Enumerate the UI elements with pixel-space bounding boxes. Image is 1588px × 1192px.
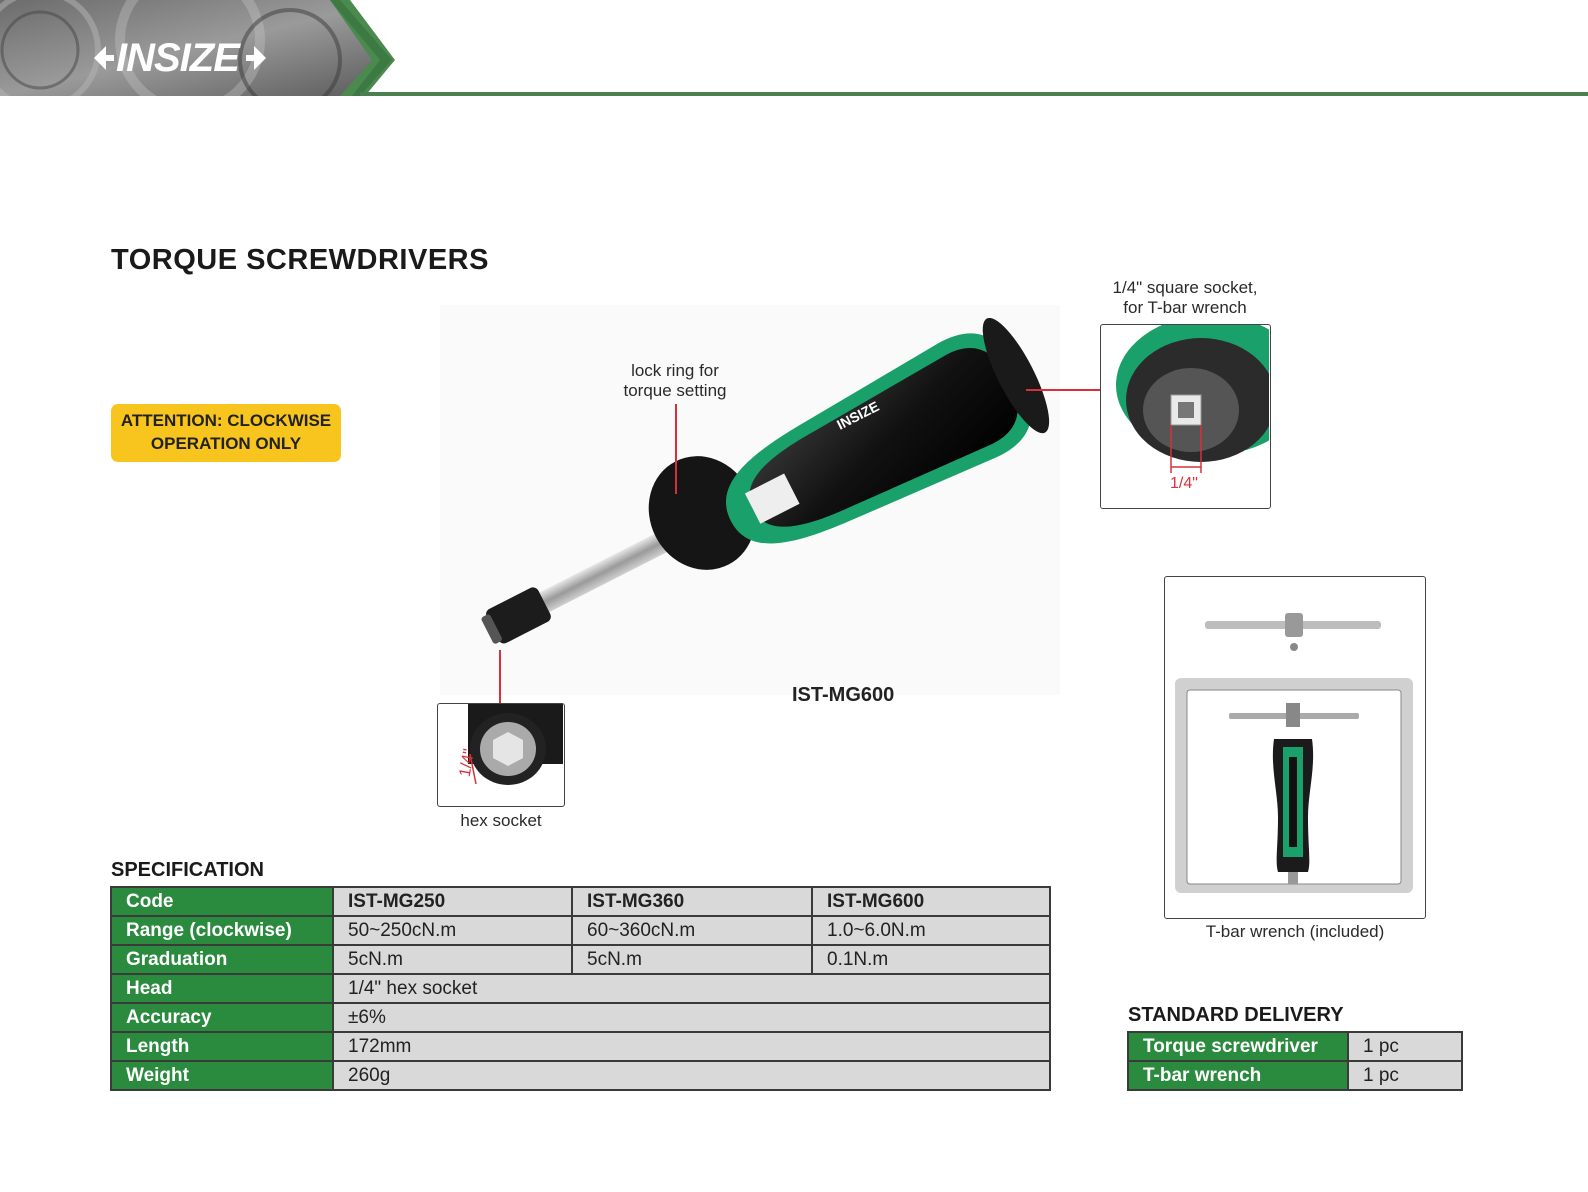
square-socket-pointer [1026,389,1100,391]
header-logo [94,34,266,82]
square-size-label: 1/4" [1170,475,1198,492]
table-cell: 60~360cN.m [572,916,812,945]
table-cell: 50~250cN.m [333,916,572,945]
row-label: Graduation [111,945,333,974]
screwdriver-image [440,305,1060,695]
table-row [111,945,1050,974]
row-label: T-bar wrench [1128,1061,1348,1090]
table-cell: 0.1N.m [812,945,1050,974]
specification-table [110,886,1051,1091]
specification-title: SPECIFICATION [111,859,264,881]
table-cell: 1.0~6.0N.m [812,916,1050,945]
tbar-caption: T-bar wrench (included) [1205,922,1385,941]
row-label: Range (clockwise) [111,916,333,945]
row-label: Torque screwdriver [1128,1032,1348,1061]
hex-size-label: 1/4" [456,747,479,779]
square-socket-detail-box [1100,324,1271,509]
model-label: IST-MG600 [792,684,895,706]
table-cell: IST-MG600 [812,887,1050,916]
table-cell: ±6% [333,1003,1050,1032]
square-socket-callout [1090,278,1280,318]
row-label: Code [111,887,333,916]
lock-ring-callout [610,361,740,401]
table-cell: 260g [333,1061,1050,1090]
table-row [111,916,1050,945]
table-cell: IST-MG360 [572,887,812,916]
square-socket-line-1: 1/4" square socket, [1112,278,1258,297]
page-title: TORQUE SCREWDRIVERS [111,244,489,276]
tbar-wrench-box [1164,576,1426,919]
hex-socket-pointer [499,650,501,704]
lock-ring-pointer [675,404,677,494]
attention-line-1: ATTENTION: CLOCKWISE [120,411,332,430]
handle-logo-text: INSIZE [834,397,882,433]
table-cell: 5cN.m [333,945,572,974]
standard-delivery-title: STANDARD DELIVERY [1128,1004,1344,1026]
lock-ring-line-2: torque setting [623,381,727,400]
table-cell: 1 pc [1348,1032,1462,1061]
table-row [1128,1032,1462,1061]
row-label: Head [111,974,333,1003]
table-cell: 1 pc [1348,1061,1462,1090]
tbar-wrench-image [1165,577,1423,916]
table-cell: 1/4" hex socket [333,974,1050,1003]
hex-socket-detail-image [438,704,563,805]
table-row [111,1032,1050,1061]
table-cell: IST-MG250 [333,887,572,916]
lock-ring-line-1: lock ring for [631,361,719,380]
row-label: Accuracy [111,1003,333,1032]
header-rule [360,92,1588,96]
brand-name: INSIZE [116,36,239,80]
square-socket-line-2: for T-bar wrench [1123,298,1247,317]
table-row [111,1003,1050,1032]
attention-badge [111,404,341,462]
table-row [111,974,1050,1003]
row-label: Weight [111,1061,333,1090]
row-label: Length [111,1032,333,1061]
hex-socket-caption: hex socket [460,811,542,830]
hex-socket-detail-box [437,703,565,807]
standard-delivery-table [1127,1031,1463,1091]
table-row [111,1061,1050,1090]
table-cell: 5cN.m [572,945,812,974]
table-cell: 172mm [333,1032,1050,1061]
table-row [111,887,1050,916]
attention-line-2: OPERATION ONLY [150,434,302,453]
table-row [1128,1061,1462,1090]
